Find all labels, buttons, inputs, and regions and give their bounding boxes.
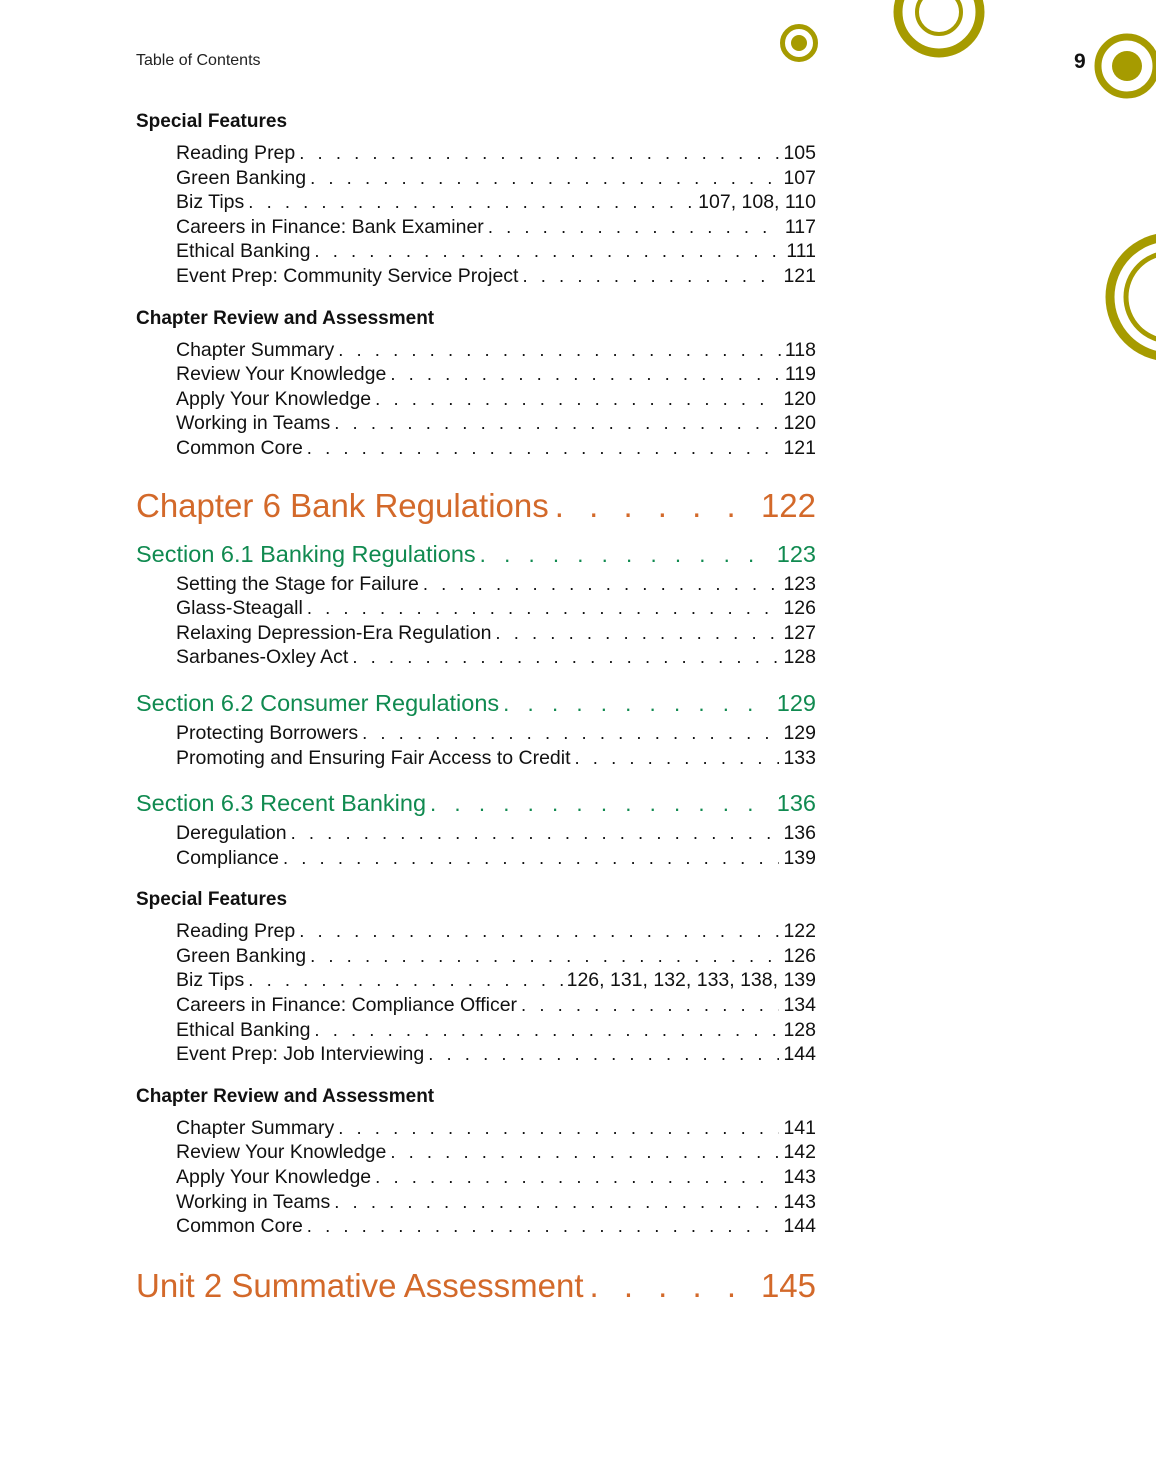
entry-title: Careers in Finance: Bank Examiner — [176, 215, 484, 238]
toc-entry[interactable] — [136, 387, 816, 412]
entry-title: Protecting Borrowers — [176, 721, 359, 744]
entry-title: Ethical Banking — [176, 1018, 311, 1041]
entry-title: Green Banking — [176, 944, 307, 967]
dot-leader — [480, 540, 773, 570]
section-6-1-heading[interactable] — [136, 539, 816, 570]
toc-entry[interactable] — [136, 721, 816, 746]
dot-leader — [291, 821, 780, 846]
entry-title: Deregulation — [176, 822, 287, 845]
section-title: Section 6.1 Banking Regulations — [136, 540, 476, 567]
dot-leader — [338, 338, 781, 363]
toc-entry[interactable] — [136, 645, 816, 670]
toc-entry[interactable] — [136, 264, 816, 289]
dot-leader — [521, 993, 779, 1018]
dot-leader — [375, 387, 779, 412]
page-number: 9 — [1074, 50, 1086, 73]
entry-page: 107, 108, 110 — [698, 191, 816, 214]
entry-page: 143 — [783, 1190, 816, 1213]
entry-page: 141 — [783, 1116, 816, 1139]
dot-leader — [338, 1116, 779, 1141]
entry-page: 105 — [783, 142, 816, 164]
section-title: Section 6.2 Consumer Regulations — [136, 689, 500, 716]
entry-title: Event Prep: Job Interviewing — [176, 1043, 425, 1066]
toc-entry[interactable] — [136, 919, 816, 944]
toc-entry[interactable] — [136, 166, 816, 191]
entry-page: 119 — [784, 363, 816, 386]
toc-entry[interactable] — [136, 436, 816, 461]
entry-page: 143 — [783, 1166, 816, 1189]
entry-page: 127 — [783, 621, 816, 644]
dot-leader — [248, 968, 562, 993]
dot-leader — [307, 436, 780, 461]
entry-page: 121 — [783, 264, 816, 287]
toc-entry[interactable] — [136, 944, 816, 969]
entry-title: Event Prep: Community Service Project — [176, 264, 519, 287]
dot-leader — [575, 746, 780, 771]
entry-page: 144 — [783, 1043, 816, 1066]
special-features-heading: Special Features — [136, 889, 288, 911]
chapter-review-list — [136, 1116, 816, 1239]
dot-leader — [522, 264, 779, 289]
entry-page: 134 — [783, 994, 816, 1017]
special-features-list — [136, 141, 816, 289]
entry-title: Biz Tips — [176, 191, 245, 214]
entry-page: 122 — [783, 920, 816, 943]
entry-title: Biz Tips — [176, 969, 245, 992]
entry-title: Promoting and Ensuring Fair Access to Credit — [176, 746, 571, 769]
entry-page: 126 — [783, 597, 816, 620]
section-page: 136 — [776, 790, 816, 817]
entry-page: 123 — [783, 572, 816, 595]
dot-leader — [283, 846, 779, 871]
entry-title: Glass-Steagall — [176, 597, 303, 620]
entry-page: 118 — [784, 338, 816, 361]
section-6-1-list — [136, 572, 816, 670]
dot-leader — [307, 596, 780, 621]
toc-entry[interactable] — [136, 141, 816, 166]
section-page: 129 — [776, 689, 816, 716]
concentric-arcs-icon — [1100, 232, 1156, 362]
dot-leader — [248, 190, 694, 215]
chapter-page: 122 — [760, 486, 816, 524]
dot-leader — [352, 645, 779, 670]
entry-page: 120 — [783, 412, 816, 435]
toc-entry[interactable] — [136, 968, 816, 993]
entry-title: Common Core — [176, 1215, 303, 1238]
dot-leader — [430, 789, 773, 819]
entry-page: 142 — [783, 1141, 816, 1164]
dot-leader — [334, 411, 779, 436]
toc-entry[interactable] — [136, 1190, 816, 1215]
dot-leader — [362, 721, 779, 746]
toc-entry[interactable] — [136, 1214, 816, 1239]
chapter-review-heading: Chapter Review and Assessment — [136, 1085, 435, 1107]
entry-page: 136 — [783, 822, 816, 845]
entry-page: 128 — [783, 1018, 816, 1041]
toc-entry[interactable] — [136, 190, 816, 215]
toc-entry[interactable] — [136, 846, 816, 871]
entry-page: 111 — [786, 240, 816, 263]
dot-leader — [334, 1190, 779, 1215]
dot-leader — [390, 362, 781, 387]
toc-entry[interactable] — [136, 1042, 816, 1067]
special-features-list — [136, 919, 816, 1067]
entry-title: Setting the Stage for Failure — [176, 572, 419, 595]
toc-entry[interactable] — [136, 1018, 816, 1043]
section-6-2-list — [136, 721, 816, 770]
unit-title: Unit 2 Summative Assessment — [136, 1266, 584, 1304]
unit-page: 145 — [760, 1266, 816, 1304]
chapter-review-heading: Chapter Review and Assessment — [136, 307, 435, 329]
entry-title: Review Your Knowledge — [176, 1141, 387, 1164]
toc-entry[interactable] — [136, 362, 816, 387]
dot-leader — [307, 1214, 780, 1239]
section-page: 123 — [776, 540, 816, 567]
section-6-3-heading[interactable] — [136, 788, 816, 819]
toc-entry[interactable] — [136, 1140, 816, 1165]
running-header-label: Table of Contents — [136, 52, 261, 69]
dot-leader — [428, 1042, 779, 1067]
dot-leader — [503, 689, 773, 719]
toc-entry[interactable] — [136, 596, 816, 621]
chapter-title: Chapter 6 Bank Regulations — [136, 486, 549, 524]
dot-leader — [488, 215, 781, 240]
entry-title: Apply Your Knowledge — [176, 1166, 372, 1189]
dot-leader — [299, 919, 779, 944]
bullseye-icon — [1090, 30, 1156, 102]
dot-leader — [310, 944, 779, 969]
dot-leader — [375, 1165, 779, 1190]
dot-leader — [423, 572, 780, 597]
dot-leader — [299, 141, 779, 166]
dot-leader — [590, 1265, 757, 1307]
toc-entry[interactable] — [136, 993, 816, 1018]
entry-page: 139 — [783, 846, 816, 869]
entry-title: Reading Prep — [176, 920, 296, 943]
dot-leader — [314, 1018, 779, 1043]
dot-leader — [314, 239, 782, 264]
entry-page: 126 — [783, 944, 816, 967]
entry-page: 129 — [783, 721, 816, 744]
chapter-review-list — [136, 338, 816, 461]
entry-page: 126, 131, 132, 133, 138, 139 — [566, 969, 816, 992]
concentric-rings-icon — [888, 0, 990, 62]
entry-title: Relaxing Depression-Era Regulation — [176, 621, 492, 644]
entry-title: Common Core — [176, 436, 303, 459]
target-circle-icon — [778, 22, 820, 64]
section-6-3-list — [136, 821, 816, 870]
dot-leader — [390, 1140, 779, 1165]
entry-page: 128 — [783, 646, 816, 669]
entry-title: Working in Teams — [176, 412, 331, 435]
entry-title: Ethical Banking — [176, 240, 311, 263]
chapter-6-heading[interactable] — [136, 485, 816, 527]
entry-title: Working in Teams — [176, 1190, 331, 1213]
entry-page: 133 — [783, 746, 816, 769]
special-features-heading: Special Features — [136, 111, 288, 132]
entry-title: Careers in Finance: Compliance Officer — [176, 994, 518, 1017]
entry-page: 107 — [783, 166, 816, 189]
entry-title: Compliance — [176, 846, 279, 869]
toc-entry[interactable] — [136, 1165, 816, 1190]
entry-title: Chapter Summary — [176, 1116, 335, 1139]
entry-page: 117 — [784, 215, 816, 238]
toc-entry[interactable] — [136, 411, 816, 436]
entry-title: Chapter Summary — [176, 338, 335, 361]
entry-title: Green Banking — [176, 166, 307, 189]
dot-leader — [310, 166, 779, 191]
entry-title: Reading Prep — [176, 142, 296, 164]
toc-entry[interactable] — [136, 239, 816, 264]
toc-entry[interactable] — [136, 572, 816, 597]
toc-entry[interactable] — [136, 1116, 816, 1141]
entry-title: Review Your Knowledge — [176, 363, 387, 386]
table-of-contents — [136, 110, 816, 1319]
entry-title: Apply Your Knowledge — [176, 387, 372, 410]
section-6-2-heading[interactable] — [136, 688, 816, 719]
section-title: Section 6.3 Recent Banking — [136, 790, 427, 817]
dot-leader — [495, 621, 779, 646]
dot-leader — [555, 485, 757, 527]
unit-2-assessment-heading[interactable] — [136, 1265, 816, 1307]
toc-entry[interactable] — [136, 746, 816, 771]
toc-entry[interactable] — [136, 621, 816, 646]
entry-page: 120 — [783, 387, 816, 410]
entry-title: Sarbanes-Oxley Act — [176, 646, 349, 669]
toc-entry[interactable] — [136, 215, 816, 240]
entry-page: 144 — [783, 1215, 816, 1238]
entry-page: 121 — [783, 436, 816, 459]
toc-entry[interactable] — [136, 338, 816, 363]
toc-entry[interactable] — [136, 821, 816, 846]
